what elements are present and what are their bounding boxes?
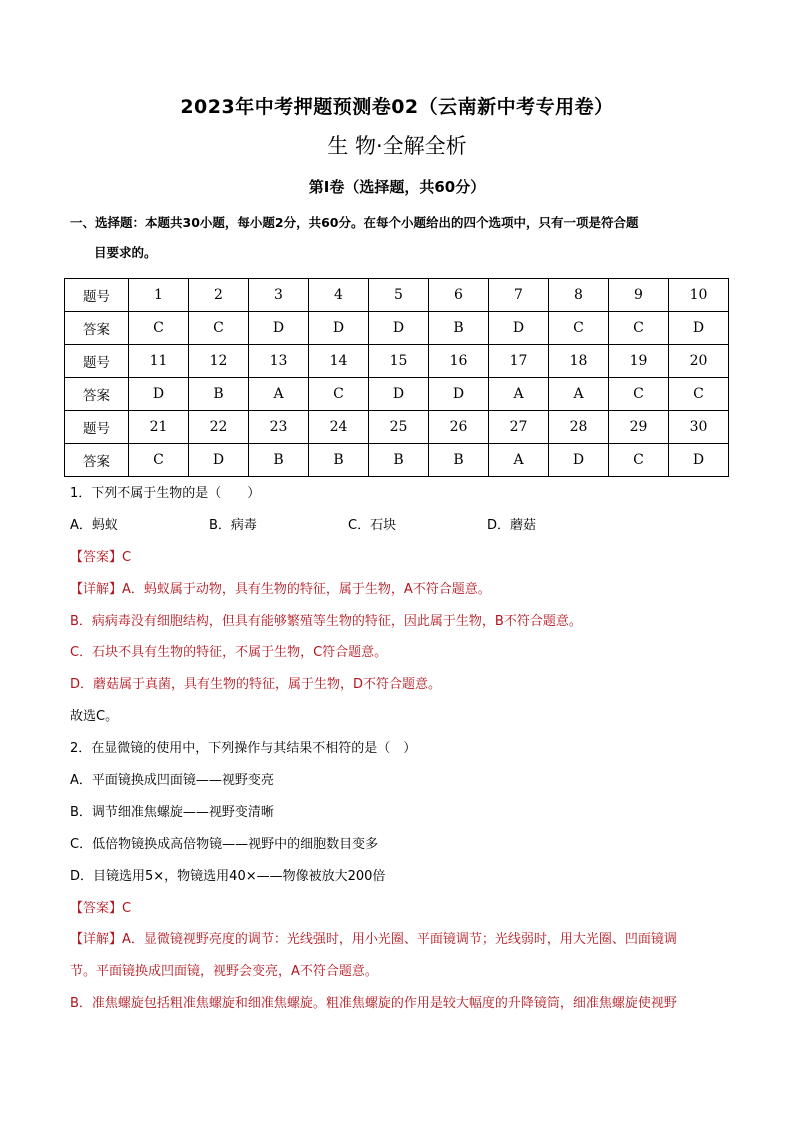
table-cell: 11 bbox=[129, 345, 189, 378]
table-cell: 9 bbox=[609, 279, 669, 312]
table-cell: B bbox=[429, 312, 489, 345]
table-cell: D bbox=[369, 378, 429, 411]
q2-option-c: C．低倍物镜换成高倍物镜——视野中的细胞数目变多 bbox=[70, 836, 379, 852]
detail-tag: 【详解】 bbox=[70, 581, 123, 597]
table-cell: A bbox=[489, 444, 549, 477]
table-cell: D bbox=[249, 312, 309, 345]
table-cell: B bbox=[189, 378, 249, 411]
q1-option-a: A．蚂蚁 bbox=[70, 517, 118, 533]
table-cell: D bbox=[369, 312, 429, 345]
q-label-cell: 题号 bbox=[65, 279, 129, 312]
answer-table bbox=[64, 278, 729, 477]
table-cell: A bbox=[489, 378, 549, 411]
instruction-line-1: 一、选择题：本题共30小题，每小题2分，共60分。在每个小题给出的四个选项中，只有一项是符合题 bbox=[70, 215, 639, 230]
table-cell: 14 bbox=[309, 345, 369, 378]
q1-detail-b: B．病病毒没有细胞结构，但具有能够繁殖等生物的特征，因此属于生物，B不符合题意。 bbox=[70, 613, 582, 629]
table-cell: 29 bbox=[609, 411, 669, 444]
q2-answer bbox=[70, 893, 730, 925]
q2-detail-b: B．准焦螺旋包括粗准焦螺旋和细准焦螺旋。粗准焦螺旋的作用是较大幅度的升降镜筒，细准焦螺旋使视野 bbox=[70, 996, 677, 1012]
q2-option-b: B．调节细准焦螺旋——视野变清晰 bbox=[70, 804, 274, 820]
table-cell: D bbox=[309, 312, 369, 345]
table-cell: B bbox=[309, 444, 369, 477]
table-cell: 21 bbox=[129, 411, 189, 444]
instruction-line-2: 目要求的。 bbox=[94, 245, 157, 260]
table-row-question-numbers bbox=[65, 345, 729, 378]
table-cell: A bbox=[249, 378, 309, 411]
detail-text: A．蚂蚁属于动物，具有生物的特征，属于生物，A不符合题意。 bbox=[122, 581, 491, 597]
q1-detail-a bbox=[70, 574, 730, 606]
table-cell: D bbox=[669, 312, 729, 345]
answer-value: C bbox=[122, 900, 132, 916]
q1-option-b: B．病毒 bbox=[209, 517, 257, 533]
table-cell: 8 bbox=[549, 279, 609, 312]
table-cell: D bbox=[189, 444, 249, 477]
table-cell: C bbox=[129, 444, 189, 477]
table-cell: 30 bbox=[669, 411, 729, 444]
table-cell: B bbox=[369, 444, 429, 477]
q-label-cell: 题号 bbox=[65, 411, 129, 444]
table-cell: B bbox=[429, 444, 489, 477]
table-row-question-numbers bbox=[65, 279, 729, 312]
table-cell: D bbox=[129, 378, 189, 411]
questions-content bbox=[70, 478, 730, 1020]
exam-subtitle: 生 物·全解全析 bbox=[327, 134, 467, 158]
table-cell: 7 bbox=[489, 279, 549, 312]
q2-option-a: A．平面镜换成凹面镜——视野变亮 bbox=[70, 773, 274, 789]
table-cell: D bbox=[669, 444, 729, 477]
answer-value: C bbox=[122, 549, 132, 565]
table-cell: 13 bbox=[249, 345, 309, 378]
table-cell: C bbox=[609, 378, 669, 411]
q2-option-d: D．目镜选用5×，物镜选用40×——物像被放大200倍 bbox=[70, 868, 386, 884]
table-cell: 24 bbox=[309, 411, 369, 444]
q1-detail-d: D．蘑菇属于真菌，具有生物的特征，属于生物，D不符合题意。 bbox=[70, 677, 442, 693]
q2-detail-a-line1 bbox=[70, 924, 730, 956]
detail-text: A．显微镜视野亮度的调节：光线强时，用小光圈、平面镜调节；光线弱时，用大光圈、凹面镜调 bbox=[122, 932, 677, 948]
table-cell: 15 bbox=[369, 345, 429, 378]
table-cell: C bbox=[129, 312, 189, 345]
a-label-cell: 答案 bbox=[65, 378, 129, 411]
exam-title: 2023年中考押题预测卷02（云南新中考专用卷） bbox=[180, 96, 614, 118]
q1-detail-c: C．石块不具有生物的特征，不属于生物，C符合题意。 bbox=[70, 645, 388, 661]
table-row-answers bbox=[65, 312, 729, 345]
table-cell: 20 bbox=[669, 345, 729, 378]
table-cell: C bbox=[609, 312, 669, 345]
table-cell: 5 bbox=[369, 279, 429, 312]
detail-tag: 【详解】 bbox=[70, 932, 123, 948]
table-cell: 4 bbox=[309, 279, 369, 312]
table-row-answers bbox=[65, 378, 729, 411]
table-cell: 27 bbox=[489, 411, 549, 444]
table-row-question-numbers bbox=[65, 411, 729, 444]
answer-tag: 【答案】 bbox=[70, 900, 123, 916]
q-label-cell: 题号 bbox=[65, 345, 129, 378]
table-cell: 25 bbox=[369, 411, 429, 444]
table-cell: 6 bbox=[429, 279, 489, 312]
table-cell: 3 bbox=[249, 279, 309, 312]
table-cell: C bbox=[309, 378, 369, 411]
table-cell: 12 bbox=[189, 345, 249, 378]
a-label-cell: 答案 bbox=[65, 312, 129, 345]
table-cell: D bbox=[429, 378, 489, 411]
q1-options bbox=[70, 510, 730, 542]
table-cell: 26 bbox=[429, 411, 489, 444]
table-cell: 2 bbox=[189, 279, 249, 312]
answer-tag: 【答案】 bbox=[70, 549, 123, 565]
q2-stem: 2．在显微镜的使用中，下列操作与其结果不相符的是（ ） bbox=[70, 741, 417, 757]
table-cell: 16 bbox=[429, 345, 489, 378]
table-cell: C bbox=[609, 444, 669, 477]
table-cell: 23 bbox=[249, 411, 309, 444]
table-cell: C bbox=[549, 312, 609, 345]
table-cell: D bbox=[549, 444, 609, 477]
table-cell: C bbox=[669, 378, 729, 411]
q1-stem: 1．下列不属于生物的是（ ） bbox=[70, 486, 261, 501]
table-cell: 19 bbox=[609, 345, 669, 378]
q1-conclusion: 故选C。 bbox=[70, 709, 119, 725]
table-cell: B bbox=[249, 444, 309, 477]
table-cell: 18 bbox=[549, 345, 609, 378]
table-cell: C bbox=[189, 312, 249, 345]
table-cell: A bbox=[549, 378, 609, 411]
table-cell: 22 bbox=[189, 411, 249, 444]
section-instruction bbox=[70, 208, 730, 268]
table-cell: D bbox=[489, 312, 549, 345]
table-cell: 17 bbox=[489, 345, 549, 378]
q1-option-d: D．蘑菇 bbox=[487, 517, 537, 533]
table-row-answers bbox=[65, 444, 729, 477]
q1-option-c: C．石块 bbox=[348, 517, 397, 533]
table-cell: 28 bbox=[549, 411, 609, 444]
q2-detail-a-line2: 节。平面镜换成凹面镜，视野会变亮，A不符合题意。 bbox=[70, 964, 378, 980]
q1-answer bbox=[70, 542, 730, 574]
table-cell: 1 bbox=[129, 279, 189, 312]
a-label-cell: 答案 bbox=[65, 444, 129, 477]
section-title: 第Ⅰ卷（选择题，共60分） bbox=[308, 178, 486, 196]
table-cell: 10 bbox=[669, 279, 729, 312]
